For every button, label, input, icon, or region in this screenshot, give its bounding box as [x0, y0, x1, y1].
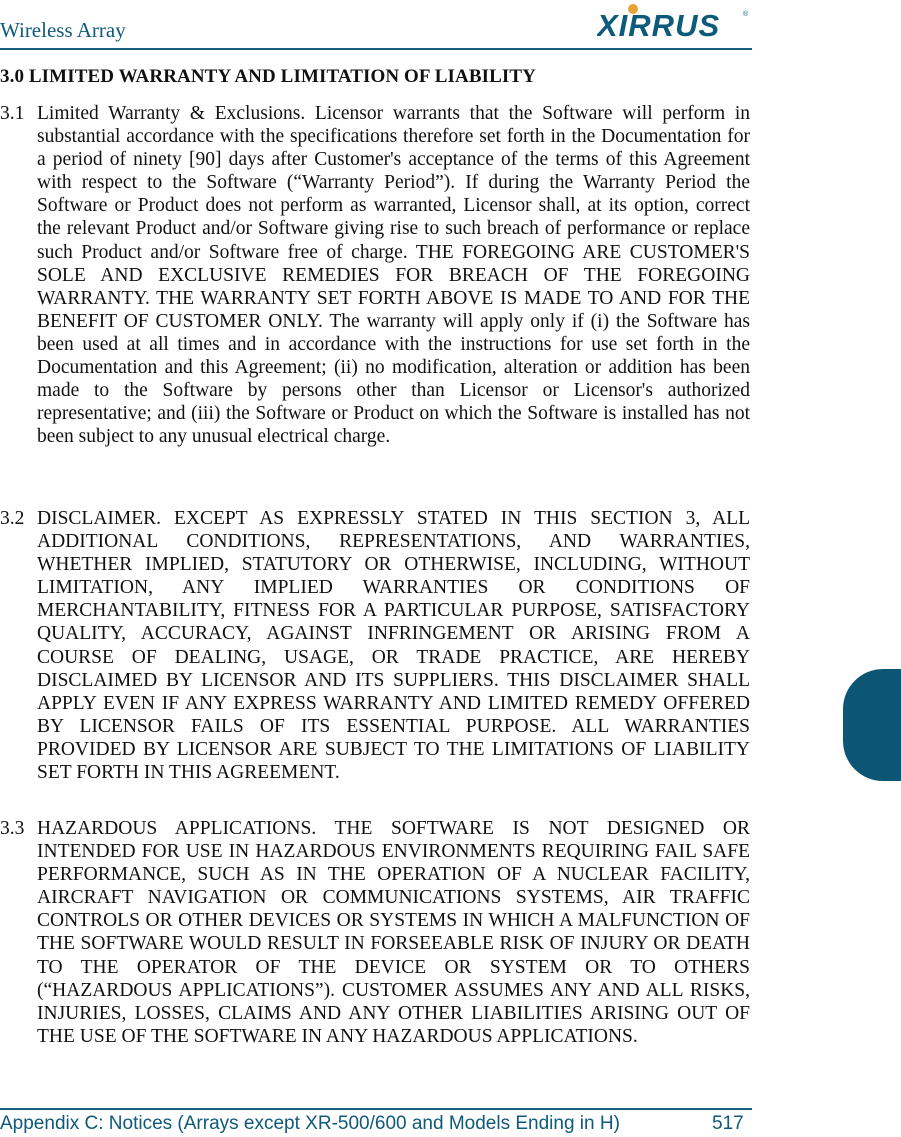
clause-number: 3.3 [0, 818, 25, 839]
document-header-title: Wireless Array [0, 18, 126, 42]
footer-divider [0, 1108, 752, 1110]
clause-3-3 [0, 817, 750, 1048]
clause-3-1 [0, 102, 750, 448]
clause-text: HAZARDOUS APPLICATIONS. THE SOFTWARE IS NOT DESIGNED OR INTENDED FOR USE IN HAZARDOUS ENVIRONMENTS REQUIRING FAIL SAFE PERFORMANCE, SUCH AS IN THE OPERATION OF A NUCLEAR FACILITY, AIRCRAFT NAVIGATION OR COMMUNICATIONS SYSTEMS, AIR TRAFFIC CONTROLS OR OTHER DEVICES OR SYSTEMS IN WHICH A MALFUNCTION OF THE SOFTWARE WOULD RESULT IN FORSEEABLE RISK OF INJURY OR DEATH TO THE OPERATOR OF THE DEVICE OR SYSTEM OR TO OTHERS (“HAZARDOUS APPLICATIONS”). CUSTOMER ASSUMES ANY AND ALL RISKS, INJURIES, LOSSES, CLAIMS AND ANY OTHER LIABILITIES ARISING OUT OF THE USE OF THE SOFTWARE IN ANY HAZARDOUS APPLICATIONS. [37, 818, 750, 1047]
clause-number: 3.1 [0, 103, 25, 124]
svg-text:®: ® [743, 11, 749, 18]
clause-3-2 [0, 507, 750, 784]
chapter-tab-marker [843, 669, 901, 781]
section-heading: 3.0 LIMITED WARRANTY AND LIMITATION OF LIABILITY [0, 66, 537, 87]
svg-text:XIRRUS: XIRRUS [597, 8, 721, 40]
clause-text: Limited Warranty & Exclusions. Licensor warrants that the Software will perform in substantial accordance with the specifications therefore set forth in the Documentation for a period of ninety [90] days after Customer's acceptance of the terms of this Agreement with respect to the Software (“Warranty Period”). If during the Warranty Period the Software or Product does not perform as warranted, Licensor shall, at its option, correct the relevant Product and/or Software giving rise to such breach of performance or replace such Product and/or Software free of charge. THE FOREGOING ARE CUSTOMER'S SOLE AND EXCLUSIVE REMEDIES FOR BREACH OF THE FOREGOING WARRANTY. THE WARRANTY SET FORTH ABOVE IS MADE TO AND FOR THE BENEFIT OF CUSTOMER ONLY. The warranty will apply only if (i) the Software has been used at all times and in accordance with the instructions for use set forth in the Documentation and this Agreement; (ii) no modification, alteration or addition has been made to the Software by persons other than Licensor or Licensor's authorized representative; and (iii) the Software or Product on which the Software is installed has not been subject to any unusual electrical charge. [37, 103, 750, 448]
clause-number: 3.2 [0, 508, 25, 529]
page-number: 517 [712, 1113, 744, 1134]
xirrus-logo [597, 2, 749, 40]
header-divider [0, 48, 752, 50]
footer-appendix-title: Appendix C: Notices (Arrays except XR-500/600 and Models Ending in H) [0, 1113, 620, 1134]
clause-text: DISCLAIMER. EXCEPT AS EXPRESSLY STATED IN THIS SECTION 3, ALL ADDITIONAL CONDITIONS, REPRESENTATIONS, AND WARRANTIES, WHETHER IMPLIED, STATUTORY OR OTHERWISE, INCLUDING, WITHOUT LIMITATION, ANY IMPLIED WARRANTIES OR CONDITIONS OF MERCHANTABILITY, FITNESS FOR A PARTICULAR PURPOSE, SATISFACTORY QUALITY, ACCURACY, AGAINST INFRINGEMENT OR ARISING FROM A COURSE OF DEALING, USAGE, OR TRADE PRACTICE, ARE HEREBY DISCLAIMED BY LICENSOR AND ITS SUPPLIERS. THIS DISCLAIMER SHALL APPLY EVEN IF ANY EXPRESS WARRANTY AND LIMITED REMEDY OFFERED BY LICENSOR FAILS OF ITS ESSENTIAL PURPOSE. ALL WARRANTIES PROVIDED BY LICENSOR ARE SUBJECT TO THE LIMITATIONS OF LIABILITY SET FORTH IN THIS AGREEMENT. [37, 508, 750, 784]
